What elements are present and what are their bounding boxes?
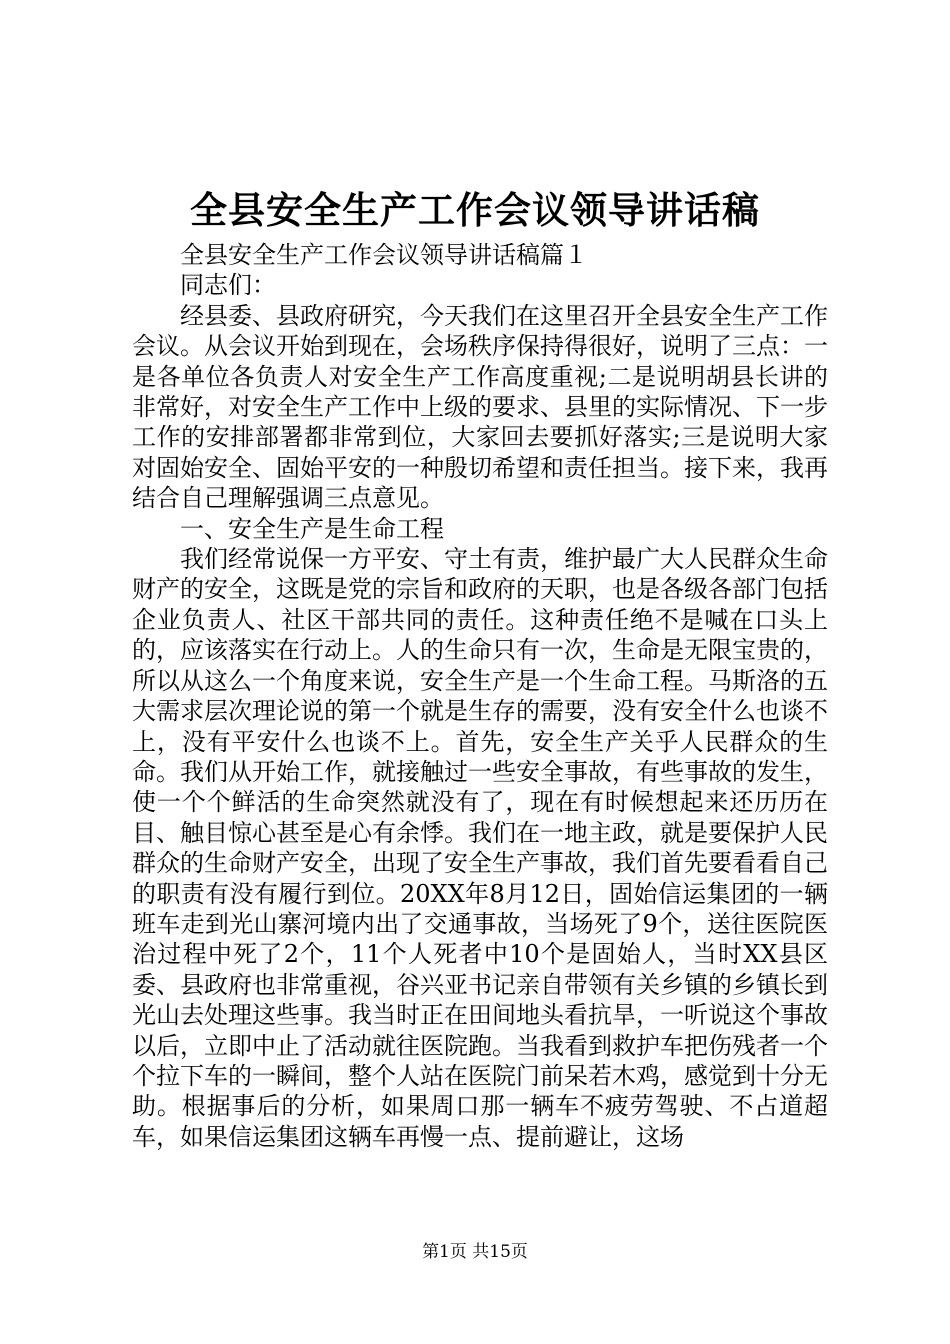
body-paragraph: 我们经常说保一方平安、守土有责，维护最广大人民群众生命财产的安全，这既是党的宗旨和政府的天职，也是各级各部门包括企业负责人、社区干部共同的责任。这种责任绝不是喊在口头上的，应该落实在行动上。人的生命只有一次，生命是无限宝贵的，所以从这么一个角度来说，安全生产是一个生命工程。马斯洛的五大需求层次理论说的第一个就是生存的需要，没有安全什么也谈不上，没有平安什么也谈不上。首先，安全生产关乎人民群众的生命。我们从开始工作，就接触过一些安全事故，有些事故的发生，使一个个鲜活的生命突然就没有了，现在有时候想起来还历历在目、触目惊心甚至是心有余悸。我们在一地主政，就是要保护人民群众的生命财产安全，出现了安全生产事故，我们首先要看看自己的职责有没有履行到位。20XX年8月12日，固始信运集团的一辆班车走到光山寨河境内出了交通事故，当场死了9个，送往医院医治过程中死了2个，11个人死者中10个是固始人，当时XX县区委、县政府也非常重视，谷兴亚书记亲自带领有关乡镇的乡镇长到光山去处理这些事。我当时正在田间地头看抗旱，一听说这个事故以后，立即中止了活动就往医院跑。当我看到救护车把伤残者一个个拉下车的一瞬间，整个人站在医院门前呆若木鸡，感觉到十分无助。根据事后的分析，如果周口那一辆车不疲劳驾驶、不占道超车，如果信运集团这辆车再慢一点、提前避让，这场 (132, 545, 828, 1151)
document-body (132, 240, 828, 1152)
section-heading: 一、安全生产是生命工程 (180, 514, 444, 543)
body-paragraph: 经县委、县政府研究，今天我们在这里召开全县安全生产工作会议。从会议开始到现在，会场秩序保持得很好，说明了三点：一是各单位各负责人对安全生产工作高度重视;二是说明胡县长讲的非常好，对安全生产工作中上级的要求、县里的实际情况、下一步工作的安排部署都非常到位，大家回去要抓好落实;三是说明大家对固始安全、固始平安的一种殷切希望和责任担当。接下来，我再结合自己理解强调三点意见。 (132, 301, 828, 513)
document-title: 全县安全生产工作会议领导讲话稿 (190, 188, 760, 232)
page-footer: 第1页 共15页 (422, 1242, 528, 1262)
salutation-paragraph: 同志们： (180, 271, 276, 300)
subtitle-paragraph: 全县安全生产工作会议领导讲话稿篇１ (180, 241, 588, 269)
